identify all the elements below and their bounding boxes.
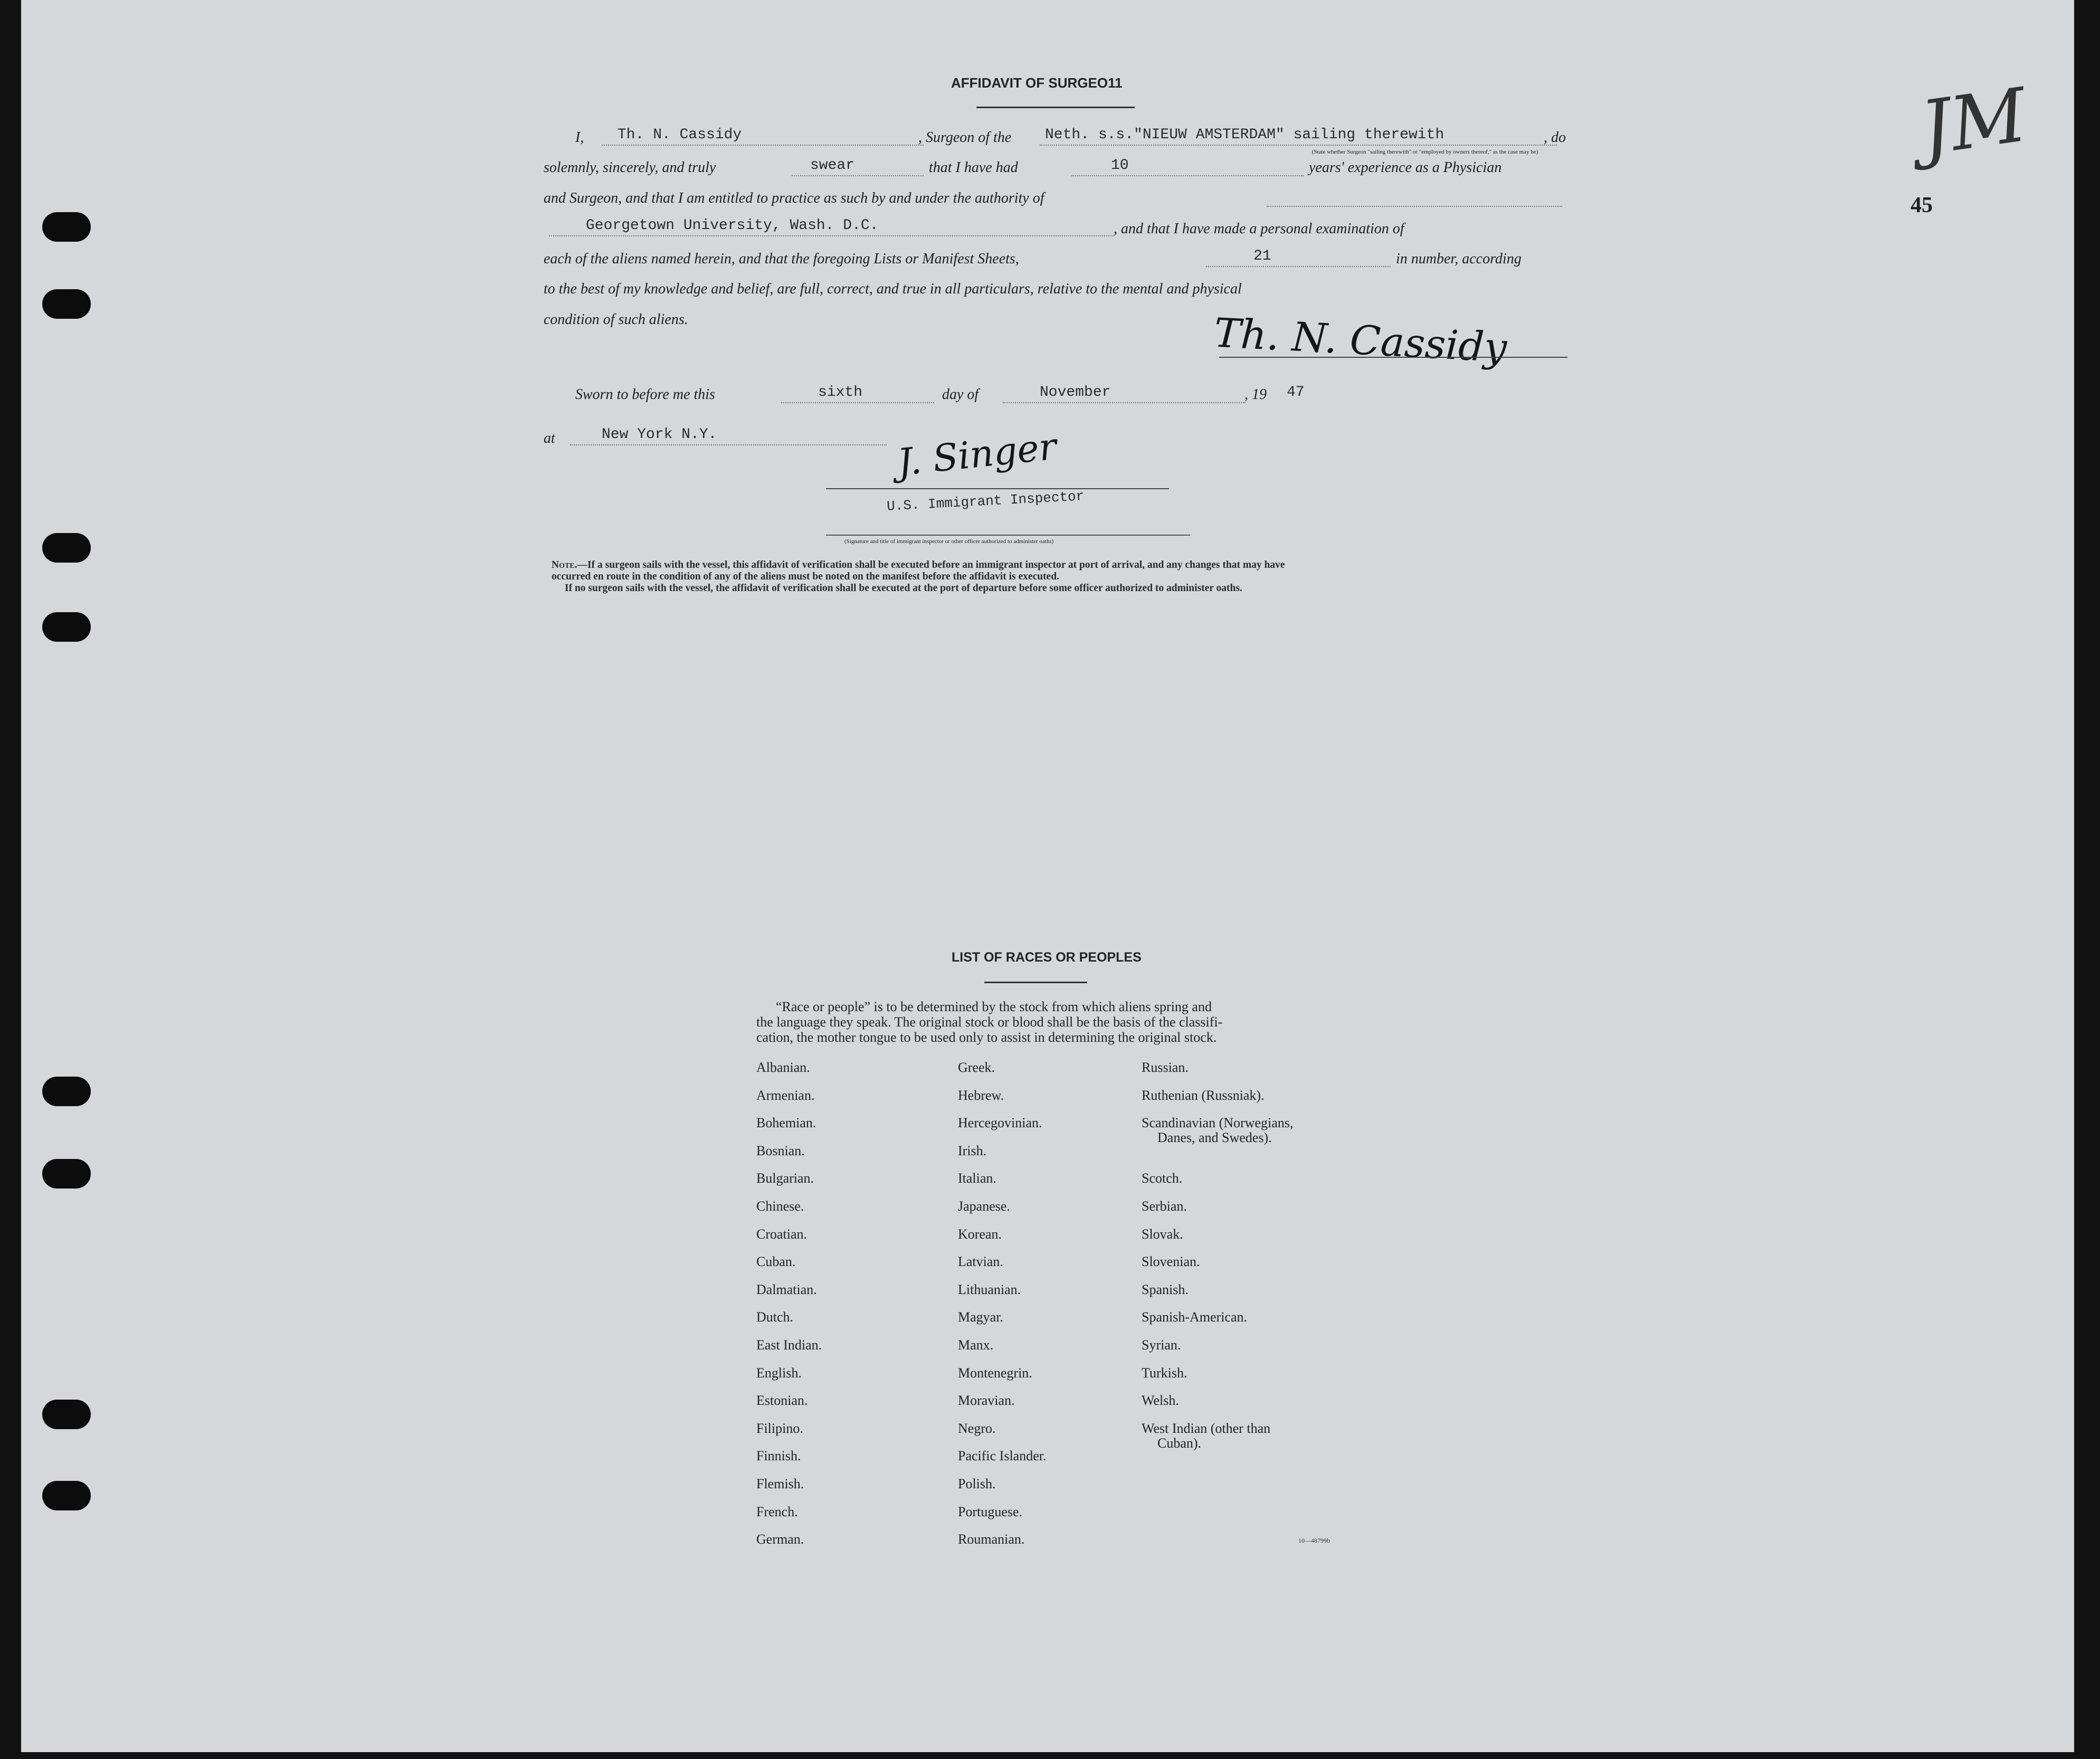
text-years-exp: years' experience as a Physician — [1309, 159, 1502, 176]
race-item: Roumanian. — [958, 1532, 1025, 1547]
race-item: Moravian. — [958, 1393, 1015, 1409]
oath-field: swear — [810, 157, 855, 174]
race-item: Bohemian. — [756, 1115, 816, 1131]
race-item: Spanish. — [1142, 1281, 1189, 1297]
race-item: Dalmatian. — [756, 1281, 817, 1297]
text-best-knowledge: to the best of my knowledge and belief, are full, correct, and true in all particulars, relative to the mental and physical — [544, 281, 1242, 297]
place-field: New York N.Y. — [602, 426, 717, 443]
race-item: Italian. — [958, 1171, 996, 1186]
race-item: Scandinavian (Norwegians, — [1142, 1115, 1294, 1131]
race-item: Pacific Islander. — [958, 1448, 1047, 1464]
caption-line — [826, 535, 1190, 536]
race-item: French. — [756, 1504, 798, 1519]
race-item: Syrian. — [1142, 1337, 1181, 1353]
race-item: Filipino. — [756, 1420, 803, 1436]
punch-hole — [42, 289, 91, 319]
note-text-1: —If a surgeon sails with the vessel, this affidavit of verification shall be executed before an immigrant inspector at port of arrival, and any changes that may have — [577, 559, 1285, 571]
sheets-field: 21 — [1253, 248, 1271, 264]
race-item: Hebrew. — [958, 1087, 1004, 1103]
race-item: Scotch. — [1142, 1171, 1183, 1186]
race-item: Korean. — [958, 1226, 1002, 1242]
authority-field: Georgetown University, Wash. D.C. — [586, 217, 879, 234]
text-day-of: day of — [942, 386, 979, 403]
punch-hole — [42, 612, 91, 642]
race-item: Negro. — [958, 1420, 996, 1436]
race-item: Slovak. — [1142, 1226, 1183, 1242]
page-number: 45 — [1911, 193, 1933, 217]
inspector-sig-line — [826, 488, 1169, 489]
field-line — [1071, 175, 1304, 176]
race-item: Spanish-American. — [1142, 1309, 1248, 1325]
race-item: Cuban. — [756, 1254, 796, 1270]
text-condition: condition of such aliens. — [544, 311, 688, 328]
affidavit-title: AFFIDAVIT OF SURGEO11 — [951, 75, 1123, 91]
race-item: Dutch. — [756, 1309, 794, 1325]
race-item: Montenegrin. — [958, 1365, 1032, 1381]
text-and-surgeon: and Surgeon, and that I am entitled to practice as such by and under the authority of — [544, 190, 1044, 206]
race-item: Albanian. — [756, 1060, 810, 1075]
race-item: Latvian. — [958, 1254, 1003, 1270]
race-item: Manx. — [958, 1337, 994, 1353]
text-that-had: that I have had — [929, 159, 1018, 176]
races-intro-3: cation, the mother tongue to be used only to assist in determining the original stock. — [756, 1030, 1217, 1045]
race-item: Croatian. — [756, 1226, 807, 1242]
field-line — [792, 175, 924, 176]
race-item: Serbian. — [1142, 1199, 1187, 1214]
race-item: Welsh. — [1142, 1393, 1179, 1409]
field-line — [549, 235, 1114, 236]
race-item: Armenian. — [756, 1087, 815, 1103]
race-item: German. — [756, 1532, 804, 1547]
field-line — [1267, 206, 1562, 207]
years-field: 10 — [1111, 157, 1129, 174]
punch-hole — [42, 533, 91, 563]
races-intro-1: “Race or people” is to be determined by the stock from which aliens spring and — [776, 999, 1212, 1014]
text-i: I, — [575, 129, 584, 146]
races-intro-2: the language they speak. The original stock or blood shall be the basis of the classifi- — [756, 1014, 1223, 1030]
punch-hole — [42, 212, 91, 242]
race-item: Hercegovinian. — [958, 1115, 1042, 1131]
title-rule — [976, 107, 1135, 108]
note-line-1 — [552, 559, 1285, 571]
race-item: Ruthenian (Russniak). — [1142, 1087, 1265, 1103]
inspector-title: U.S. Immigrant Inspector — [886, 488, 1085, 515]
vessel-field: Neth. s.s."NIEUW AMSTERDAM" sailing therewith — [1045, 127, 1445, 143]
race-item: Cuban). — [1157, 1435, 1202, 1451]
note-head: Note. — [552, 559, 577, 571]
punch-hole — [42, 1481, 91, 1510]
race-item: Irish. — [958, 1143, 987, 1158]
signature-caption: (Signature and title of immigrant inspector or other officer authorized to administer oaths) — [844, 538, 1054, 545]
race-item: Portuguese. — [958, 1504, 1023, 1519]
text-year-prefix: , 19 — [1244, 386, 1267, 403]
race-item: Slovenian. — [1142, 1254, 1200, 1270]
race-item: Japanese. — [958, 1199, 1010, 1214]
race-item: Russian. — [1142, 1060, 1189, 1075]
races-title: LIST OF RACES OR PEOPLES — [952, 950, 1142, 965]
text-personal-exam: , and that I have made a personal examination of — [1114, 221, 1404, 237]
field-line — [1040, 145, 1557, 146]
text-do: , do — [1544, 129, 1566, 146]
race-item: English. — [756, 1365, 802, 1381]
field-line — [570, 444, 887, 445]
races-title-rule — [984, 982, 1087, 983]
race-item: Greek. — [958, 1060, 995, 1075]
note-line-3: If no surgeon sails with the vessel, the affidavit of verification shall be executed at the port of departure before some officer authorized to administer oaths. — [565, 583, 1242, 594]
text-in-number: in number, according — [1396, 251, 1522, 267]
surgeon-signature: Th. N. Cassidy — [1213, 309, 1508, 372]
document-page — [21, 0, 2074, 1752]
text-solemnly: solemnly, sincerely, and truly — [544, 159, 716, 176]
punch-hole — [42, 1077, 91, 1106]
month-field: November — [1040, 384, 1111, 401]
field-line — [781, 402, 934, 403]
day-field: sixth — [818, 384, 863, 401]
field-line — [602, 145, 924, 146]
race-item: West Indian (other than — [1142, 1420, 1271, 1436]
signature-line — [1219, 357, 1567, 358]
race-item: Bosnian. — [756, 1143, 805, 1158]
race-item: Estonian. — [756, 1393, 808, 1409]
race-item: Bulgarian. — [756, 1171, 814, 1186]
vessel-note: (State whether Surgeon "sailing therewith" or "employed by owners thereof," as the case may be) — [1312, 149, 1538, 155]
race-item: East Indian. — [756, 1337, 822, 1353]
form-code: 10—48799b — [1298, 1537, 1330, 1544]
text-at: at — [544, 430, 555, 446]
race-item: Chinese. — [756, 1199, 804, 1214]
text-surgeon-of: , Surgeon of the — [918, 129, 1012, 146]
text-sworn: Sworn to before me this — [575, 386, 715, 403]
surgeon-name-field: Th. N. Cassidy — [617, 127, 742, 143]
text-each-alien: each of the aliens named herein, and that the foregoing Lists or Manifest Sheets, — [544, 251, 1019, 267]
race-item: Polish. — [958, 1476, 996, 1491]
race-item: Flemish. — [756, 1476, 804, 1491]
field-line — [1003, 402, 1246, 403]
note-line-2: occurred en route in the condition of any of the aliens must be noted on the manifest before the affidavit is executed. — [552, 571, 1059, 582]
year-field: 47 — [1287, 384, 1305, 401]
punch-hole — [42, 1159, 91, 1188]
punch-hole — [42, 1400, 91, 1429]
inspector-signature: J. Singer — [895, 424, 1059, 484]
race-item: Magyar. — [958, 1309, 1003, 1325]
corner-initials: JM — [1915, 72, 2032, 173]
race-item: Finnish. — [756, 1448, 801, 1464]
race-item: Turkish. — [1142, 1365, 1187, 1381]
race-item: Lithuanian. — [958, 1281, 1021, 1297]
race-item: Danes, and Swedes). — [1157, 1130, 1272, 1146]
field-line — [1206, 266, 1391, 267]
